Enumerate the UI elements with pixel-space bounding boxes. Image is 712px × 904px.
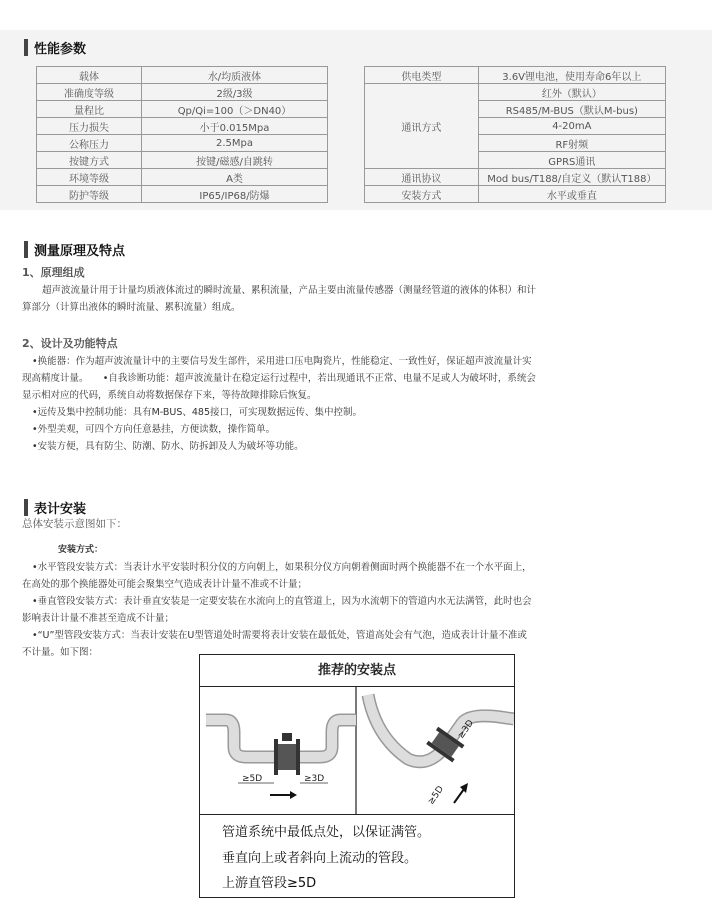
spec-value: 2.5Mpa [142,135,328,152]
protocol-value: Mod bus/T188/自定义（默认T188） [478,169,665,186]
diagram-illustration [200,687,514,815]
feature-line: •换能器：作为超声波流量计中的主要信号发生部件，采用进口压电陶瓷片，性能稳定、一致性好，保证超声波流量计实 [32,356,532,367]
table-row [37,101,328,118]
comm-value: 4-20mA [478,118,665,135]
section-title-principle [24,240,125,259]
spec-table-right [364,66,666,203]
table-row [37,67,328,84]
table-row [365,169,666,186]
feature-line: •安装方便，具有防尘、防潮、防水、防拆卸及人为破坏等功能。 [32,441,304,452]
section-title-text: 表计安装 [34,502,87,517]
comm-value: RF射频 [478,135,665,152]
spec-value: 水/均质液体 [142,67,328,84]
label-5d-rotated: ≥5D [426,784,447,807]
table-row [37,169,328,186]
paragraph-line: 算部分（计算出液体的瞬时流量、累积流量）组成。 [22,302,241,313]
spec-label: 环境等级 [37,169,142,186]
section-title-text: 性能参数 [34,42,87,57]
feature-line: •远传及集中控制功能：具有M-BUS、485接口，可实现数据远传、集中控制。 [32,407,363,418]
section-title-installation [24,498,86,517]
spec-label: 载体 [37,67,142,84]
diagram-note: 垂直向上或者斜向上流动的管段。 [222,851,418,866]
power-label: 供电类型 [365,67,479,84]
mode-line: 不计量。如下图： [22,647,99,658]
title-marker [24,499,28,516]
table-row [365,67,666,84]
diagram-title: 推荐的安装点 [200,655,514,687]
mode-line: •水平管段安装方式：当表计水平安装时积分仪的方向朝上，如果积分仪方向朝着侧面时两个换能器不在一个水平面上， [32,562,532,573]
comm-label: 通讯方式 [365,84,479,169]
spec-value: 2级/3级 [142,84,328,101]
feature-line: •外型美观，可四个方向任意悬挂，方便读数，操作简单。 [32,424,276,435]
install-label: 安装方式 [365,186,479,203]
diagram-note: 上游直管段≥5D [222,876,317,891]
table-row [365,84,666,101]
flow-arrow-up-icon [454,783,468,803]
mode-line: 在高处的那个换能器处可能会聚集空气造成表计计量不准或不计量； [22,579,308,590]
install-modes [22,542,686,661]
flow-arrow-icon [270,791,297,799]
mode-title: 安装方式： [58,545,104,555]
spec-label: 按键方式 [37,152,142,169]
spec-value: A类 [142,169,328,186]
comm-value: RS485/M-BUS（默认M-bus) [478,101,665,118]
table-row [37,84,328,101]
mode-line: •“U”型管段安装方式：当表计安装在U型管道处时需要将表计安装在最低处，管道高处会有气泡，造成表计计量不准或 [32,630,527,641]
mode-line: •垂直管段安装方式：表计垂直安装是一定要安装在水流向上的直管道上，因为水流朝下的管道内水无法满管，此时也会 [32,596,532,607]
install-intro: 总体安装示意图如下： [22,518,127,530]
comm-value: GPRS通讯 [478,152,665,169]
pipe-diagram-svg [200,687,514,814]
title-marker [24,39,28,56]
features-list [22,353,686,455]
spec-label: 准确度等级 [37,84,142,101]
table-row [37,186,328,203]
protocol-label: 通讯协议 [365,169,479,186]
spec-value: 小于0.015Mpa [142,118,328,135]
feature-line: 显示相对应的代码，系统自动将数据保存下来，等待故障排除后恢复。 [22,390,317,401]
spec-label: 防护等级 [37,186,142,203]
installation-diagram [199,654,515,898]
power-value: 3.6V锂电池，使用寿命6年以上 [478,67,665,84]
spec-label: 量程比 [37,101,142,118]
label-3d: ≥3D [304,774,325,784]
install-value: 水平或垂直 [478,186,665,203]
table-row [37,135,328,152]
section-title-text: 测量原理及特点 [34,244,126,259]
subheading-principle: 1、原理组成 [22,266,85,279]
spec-value: IP65/IP68/防爆 [142,186,328,203]
mode-line: 影响表计计量不准甚至造成不计量； [22,613,175,624]
title-marker [24,241,28,258]
spec-label: 压力损失 [37,118,142,135]
label-3d-rotated: ≥3D [456,718,477,741]
diagram-note: 管道系统中最低点处，以保证满管。 [222,825,431,840]
table-row [365,186,666,203]
principle-paragraph [22,282,686,316]
label-5d: ≥5D [242,774,263,784]
spec-label: 公称压力 [37,135,142,152]
table-row [37,152,328,169]
flow-meter-left [274,733,300,775]
paragraph-line: 超声波流量计用于计量均质液体流过的瞬时流量、累积流量，产品主要由流量传感器（测量经管道的液体的体积）和计 [42,285,537,296]
spec-value: 按键/磁感/自跳转 [142,152,328,169]
subheading-features: 2、设计及功能特点 [22,337,118,350]
spec-table-left [36,66,328,203]
section-title-performance [24,38,86,57]
comm-value: 红外（默认） [478,84,665,101]
spec-value: Qp/Qi=100（＞DN40） [142,101,328,118]
table-row [37,118,328,135]
feature-line: 现高精度计量。 •自我诊断功能：超声波流量计在稳定运行过程中，若出现通讯不正常、电量不足或人为破坏时，系统会 [22,373,536,384]
